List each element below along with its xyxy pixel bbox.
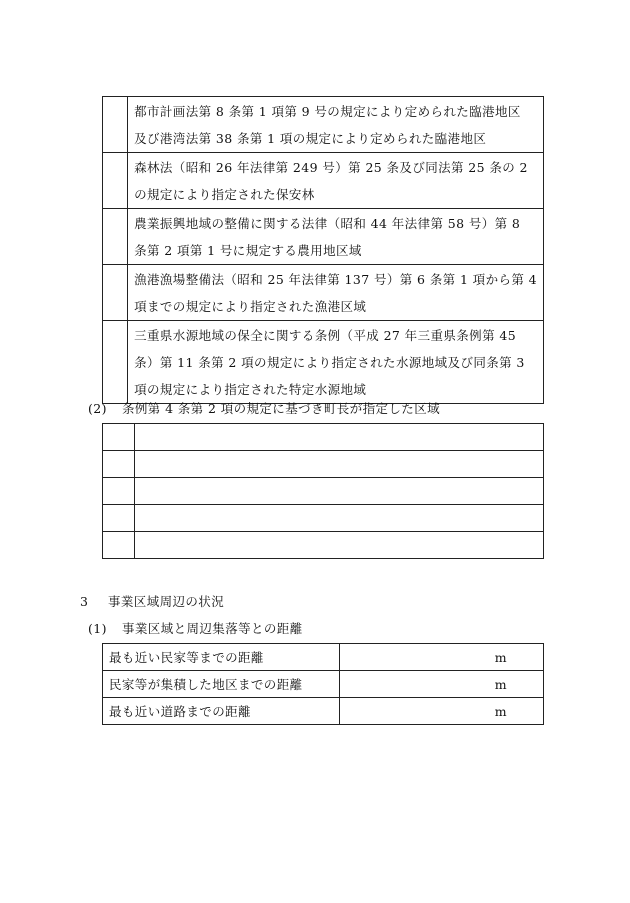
section-title: 事業区域周辺の状況	[108, 594, 225, 609]
subsection-title: 事業区域と周辺集落等との距離	[122, 621, 303, 636]
zone-checkbox-cell[interactable]	[103, 265, 128, 321]
distance-value-cell[interactable]	[340, 644, 544, 671]
zone-text-line: 条第 2 項第 1 号に規定する農用地区域	[134, 243, 362, 258]
zone-description	[128, 97, 544, 153]
town-zone-checkbox-cell[interactable]	[103, 532, 135, 559]
zone-row	[103, 209, 544, 265]
subsection-heading	[88, 620, 303, 638]
distance-row	[103, 671, 544, 698]
zone-text-line: 項の規定により指定された特定水源地域	[134, 382, 367, 397]
distance-value-cell[interactable]	[340, 671, 544, 698]
town-zone-entry-cell[interactable]	[135, 505, 544, 532]
subsection-number: (2)	[88, 401, 107, 416]
town-zone-row	[103, 451, 544, 478]
zone-text-line: 森林法（昭和 26 年法律第 249 号）第 25 条及び同法第 25 条の 2	[134, 160, 528, 175]
zone-text-line: の規定により指定された保安林	[134, 187, 315, 202]
zone-checkbox-cell[interactable]	[103, 209, 128, 265]
distance-table	[102, 643, 544, 725]
distance-label: 最も近い道路までの距離	[103, 698, 340, 725]
town-zone-checkbox-cell[interactable]	[103, 505, 135, 532]
town-zone-entry-cell[interactable]	[135, 532, 544, 559]
section-heading	[80, 593, 224, 611]
town-zone-entry-cell[interactable]	[135, 451, 544, 478]
zone-description	[128, 153, 544, 209]
designated-zones-table	[102, 96, 544, 404]
town-zone-entry-cell[interactable]	[135, 424, 544, 451]
town-zone-entry-cell[interactable]	[135, 478, 544, 505]
section-number: 3	[80, 594, 89, 609]
zone-text-line: 条）第 11 条第 2 項の規定により指定された水源地域及び同条第 3	[134, 355, 525, 370]
zone-text-line: 三重県水源地域の保全に関する条例（平成 27 年三重県条例第 45	[134, 328, 517, 343]
distance-unit: m	[494, 649, 507, 665]
zone-description	[128, 321, 544, 404]
town-zone-checkbox-cell[interactable]	[103, 451, 135, 478]
zone-text-line: 都市計画法第 8 条第 1 項第 9 号の規定により定められた臨港地区	[134, 104, 521, 119]
zone-checkbox-cell[interactable]	[103, 153, 128, 209]
town-designated-zones-table	[102, 423, 544, 559]
distance-row	[103, 698, 544, 725]
distance-unit: m	[494, 676, 507, 692]
zone-text-line: 及び港湾法第 38 条第 1 項の規定により定められた臨港地区	[134, 131, 487, 146]
town-zone-checkbox-cell[interactable]	[103, 478, 135, 505]
subsection-number: (1)	[88, 621, 107, 636]
zone-text-line: 漁港漁場整備法（昭和 25 年法律第 137 号）第 6 条第 1 項から第 4	[134, 272, 537, 287]
distance-value-cell[interactable]	[340, 698, 544, 725]
zone-row	[103, 97, 544, 153]
zone-row	[103, 153, 544, 209]
zone-row	[103, 265, 544, 321]
zone-checkbox-cell[interactable]	[103, 97, 128, 153]
zone-text-line: 項までの規定により指定された漁港区域	[134, 299, 367, 314]
zone-checkbox-cell[interactable]	[103, 321, 128, 404]
town-zone-row	[103, 505, 544, 532]
town-zone-row	[103, 532, 544, 559]
distance-unit: m	[494, 703, 507, 719]
town-zone-checkbox-cell[interactable]	[103, 424, 135, 451]
distance-row	[103, 644, 544, 671]
distance-label: 民家等が集積した地区までの距離	[103, 671, 340, 698]
zone-row	[103, 321, 544, 404]
town-zone-row	[103, 478, 544, 505]
zone-description	[128, 209, 544, 265]
subsection-title: 条例第 4 条第 2 項の規定に基づき町長が指定した区域	[122, 401, 441, 416]
distance-label: 最も近い民家等までの距離	[103, 644, 340, 671]
town-zone-row	[103, 424, 544, 451]
zone-description	[128, 265, 544, 321]
subsection-heading	[88, 400, 440, 418]
zone-text-line: 農業振興地域の整備に関する法律（昭和 44 年法律第 58 号）第 8	[134, 216, 521, 231]
